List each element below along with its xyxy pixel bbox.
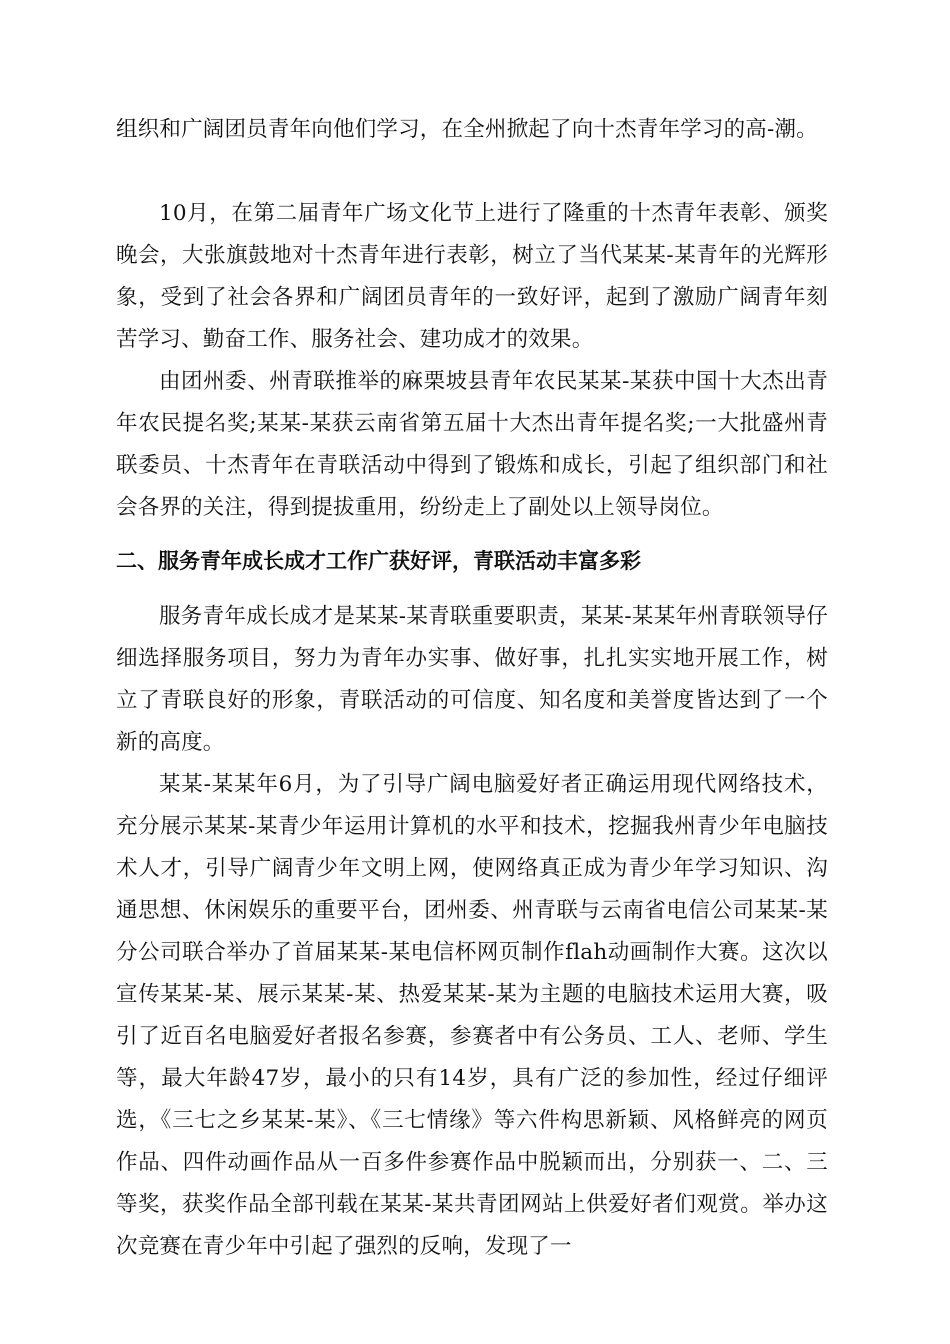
paragraph-continued: 组织和广阔团员青年向他们学习，在全州掀起了向十杰青年学习的高-潮。 — [116, 117, 818, 142]
paragraph-award-ceremony: 10月，在第二届青年广场文化节上进行了隆重的十杰青年表彰、颁奖晚会，大张旗鼓地对十杰青年进行表彰，树立了当代某某-某青年的光辉形象，受到了社会各界和广阔团员青年的一致好评，起到了激励广阔青年刻苦学习、勤奋工作、服务社会、建功成才的效果。 — [116, 201, 828, 352]
paragraph-nominations: 由团州委、州青联推举的麻栗坡县青年农民某某-某获中国十大杰出青年农民提名奖;某某-某获云南省第五届十大杰出青年提名奖;一大批盛州青联委员、十杰青年在青联活动中得到了锻炼和成长，引起了组织部门和社会各界的关注，得到提拔重用，纷纷走上了副处以上领导岗位。 — [116, 369, 828, 520]
section-heading: 二、服务青年成长成才工作广获好评，青联活动丰富多彩 — [116, 549, 641, 573]
paragraph-service-youth: 服务青年成长成才是某某-某青联重要职责，某某-某某年州青联领导仔细选择服务项目，努力为青年办实事、做好事，扎扎实实地开展工作，树立了青联良好的形象，青联活动的可信度、知名度和美誉度皆达到了一个新的高度。 — [116, 604, 828, 755]
paragraph-web-contest: 某某-某某年6月，为了引导广阔电脑爱好者正确运用现代网络技术，充分展示某某-某青少年运用计算机的水平和技术，挖掘我州青少年电脑技术人才，引导广阔青少年文明上网，使网络真正成为青少年学习知识、沟通思想、休闲娱乐的重要平台，团州委、州青联与云南省电信公司某某-某分公司联合举办了首届某某-某电信杯网页制作flah动画制作大赛。这次以宣传某某-某、展示某某-某、热爱某某-某为主题的电脑技术运用大赛，吸引了近百名电脑爱好者报名参赛，参赛者中有公务员、工人、老师、学生等，最大年龄47岁，最小的只有14岁，具有广泛的参加性，经过仔细评选，《三七之乡某某-某》、《三七情缘》等六件构思新颖、风格鲜亮的网页作品、四件动画作品从一百多件参赛作品中脱颖而出，分别获一、二、三等奖，获奖作品全部刊载在某某-某共青团网站上供爱好者们观赏。举办这次竞赛在青少年中引起了强烈的反响，发现了一 — [116, 772, 828, 1259]
